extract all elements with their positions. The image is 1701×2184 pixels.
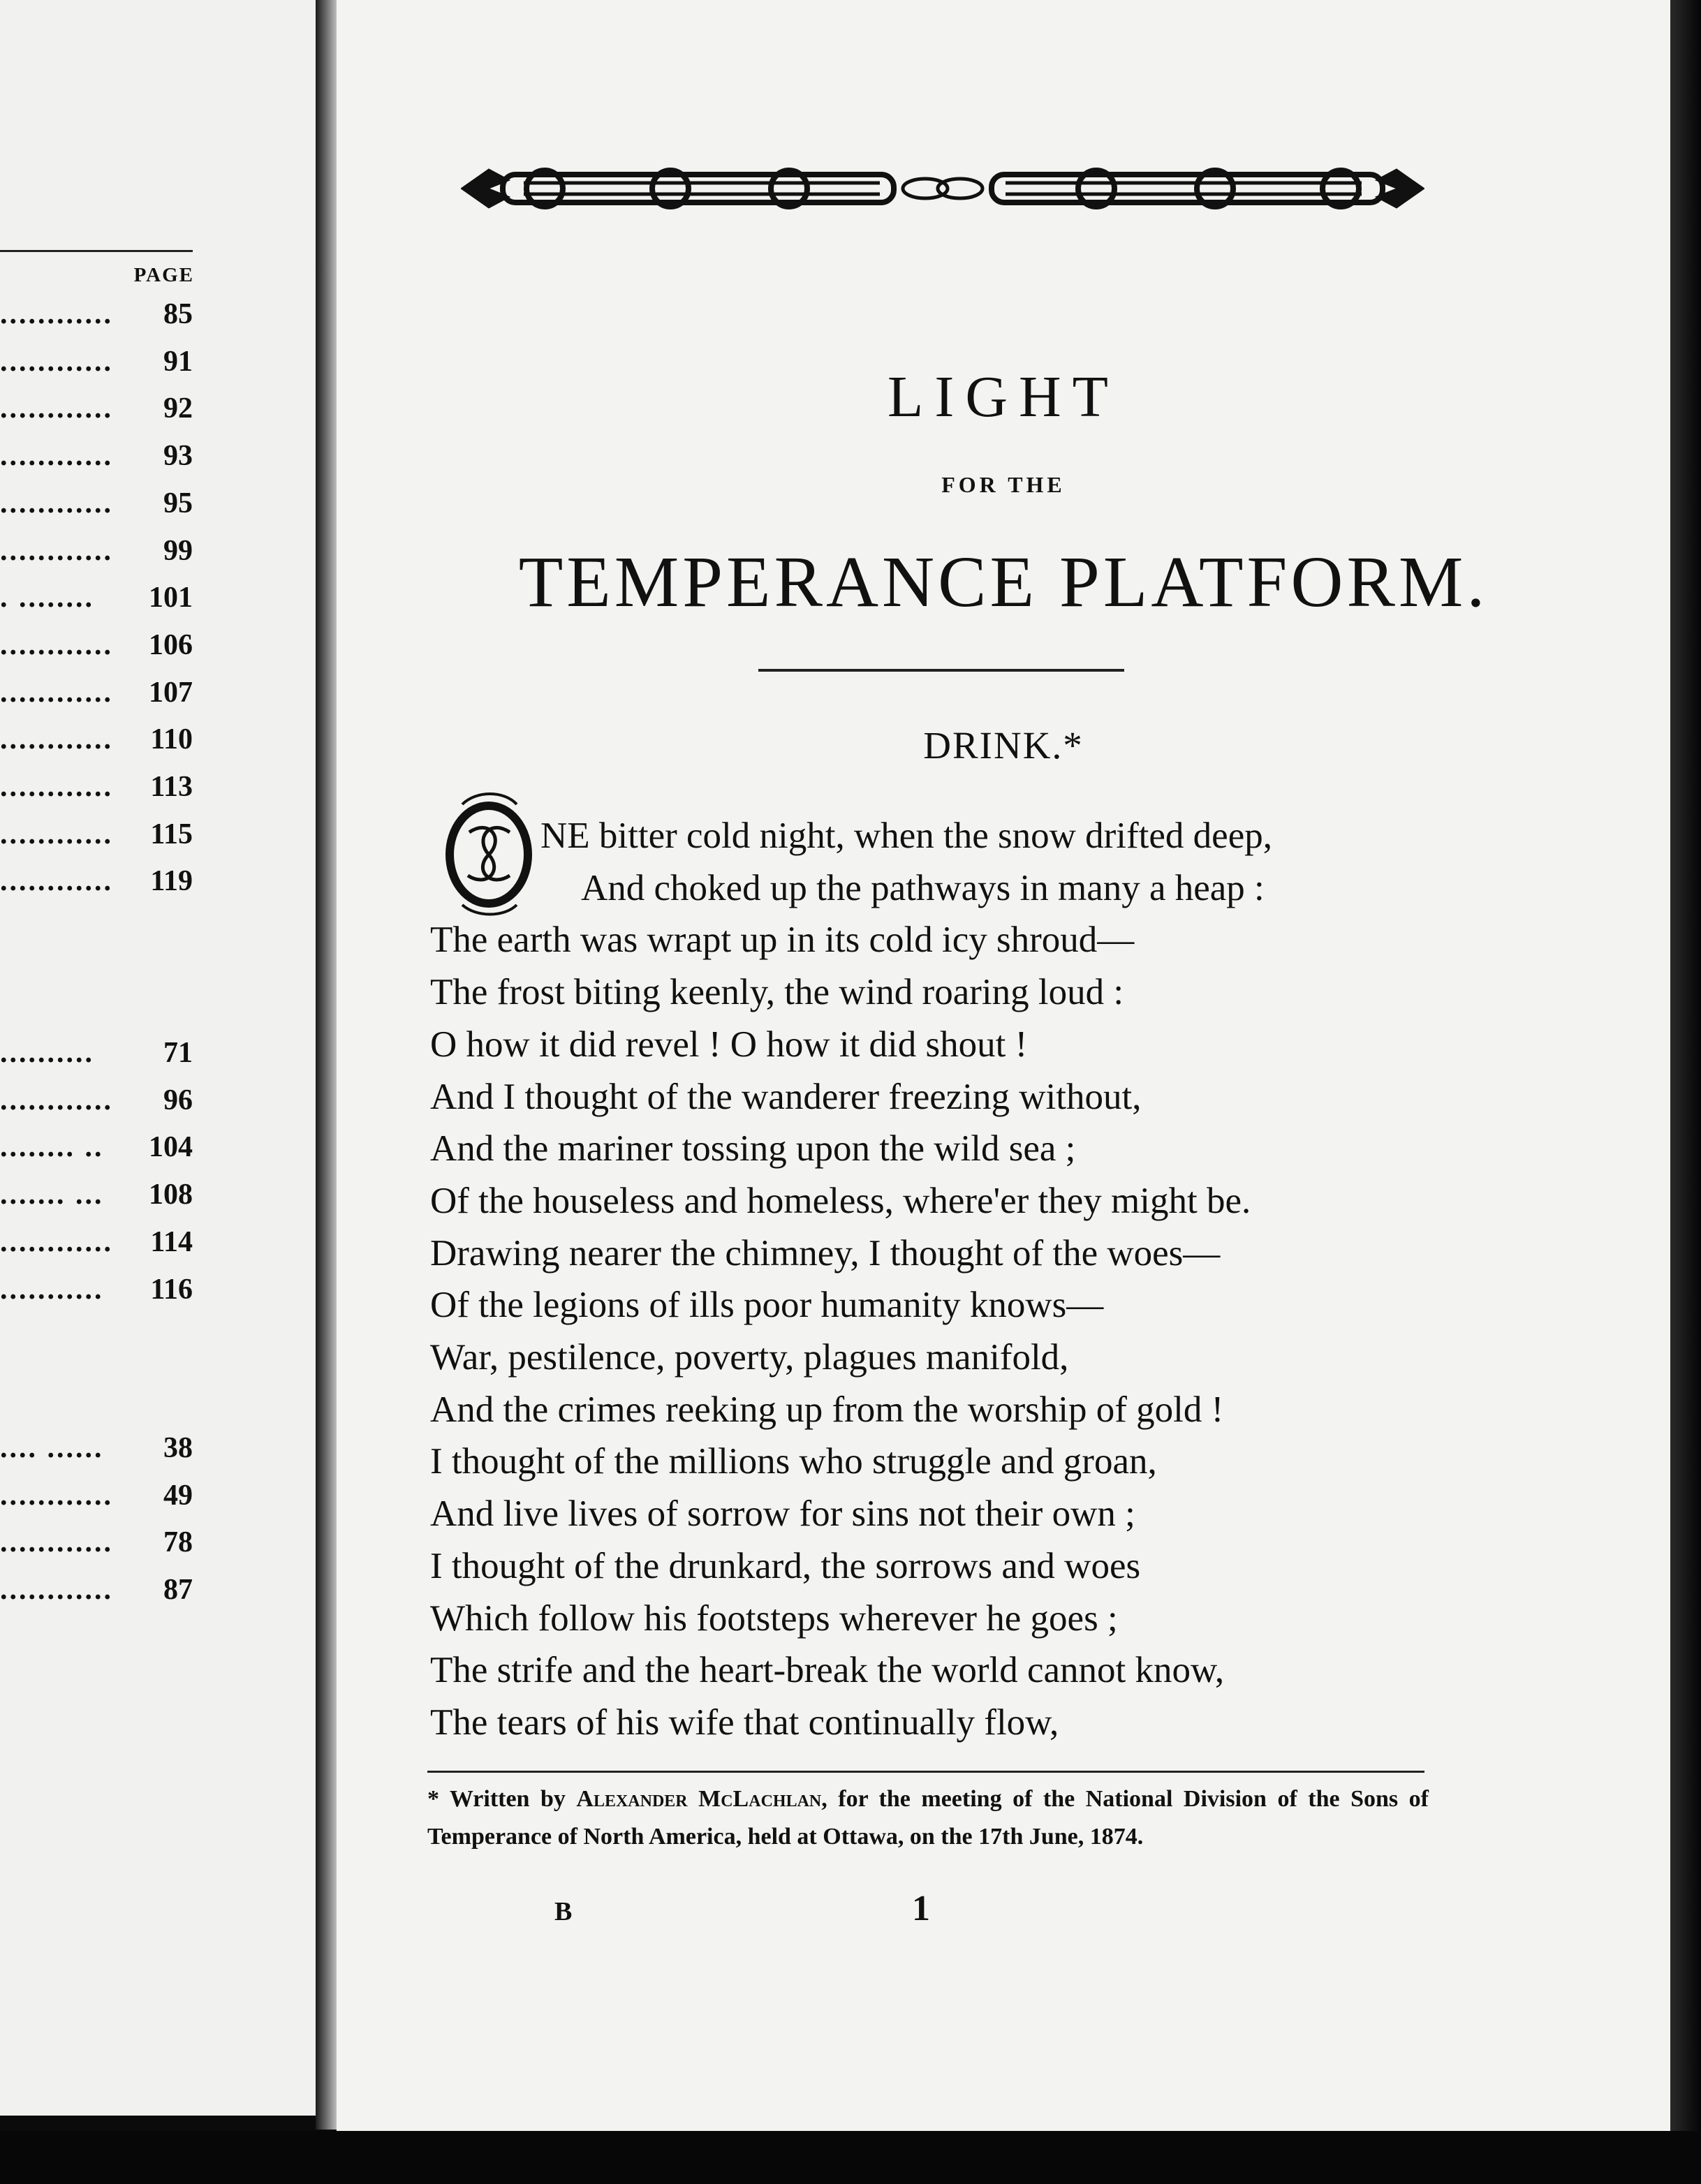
toc-entry	[0, 1035, 193, 1071]
poem-line: The tears of his wife that continually flow,	[430, 1702, 1059, 1743]
toc-page-number: 104	[149, 1131, 193, 1164]
poem-title: DRINK.*	[923, 724, 1084, 767]
toc-leader-dots: ........ ..	[0, 1131, 104, 1164]
toc-entry	[0, 1224, 193, 1260]
toc-leader-dots: ............	[0, 865, 113, 898]
poem-line: I thought of the millions who struggle and groan,	[430, 1441, 1157, 1482]
page-number: 1	[912, 1889, 930, 1928]
page-edge-right	[1670, 0, 1701, 2184]
decorative-headpiece-ornament	[461, 154, 1424, 223]
book-title-light: LIGHT	[888, 364, 1119, 429]
toc-page-header: PAGE	[133, 264, 194, 286]
toc-leader-dots: ............	[0, 1084, 113, 1116]
toc-page-number: 119	[150, 865, 193, 898]
toc-leader-dots: ...........	[0, 1273, 104, 1306]
toc-entry	[0, 863, 193, 899]
poem-line: Of the legions of ills poor humanity knows—	[430, 1285, 1104, 1326]
poem-line: And live lives of sorrow for sins not their own ;	[430, 1493, 1135, 1535]
footnote-prefix: * Written by	[427, 1786, 577, 1812]
poem-line: War, pestilence, poverty, plagues manifold,	[430, 1337, 1069, 1378]
toc-entry	[0, 816, 193, 853]
toc-entry	[0, 769, 193, 805]
toc-page-number: 99	[163, 534, 193, 567]
toc-page-number: 71	[163, 1037, 193, 1069]
toc-leader-dots: ............	[0, 392, 113, 425]
book-gutter	[316, 0, 337, 2130]
title-divider-rule	[758, 669, 1124, 672]
toc-entry	[0, 1430, 193, 1466]
toc-page-number: 110	[150, 723, 193, 756]
poem-line: Of the houseless and homeless, where'er they might be.	[430, 1180, 1251, 1221]
poem-line: The earth was wrapt up in its cold icy shroud—	[430, 920, 1135, 961]
toc-page-number: 49	[163, 1479, 193, 1512]
toc-leader-dots: ............	[0, 723, 113, 756]
toc-leader-dots: ............	[0, 1225, 113, 1258]
footnote-rule	[427, 1771, 1424, 1773]
toc-entry	[0, 1477, 193, 1514]
toc-page-number: 91	[163, 345, 193, 378]
toc-leader-dots: ............	[0, 818, 113, 850]
toc-leader-dots: ............	[0, 298, 113, 330]
toc-leader-dots: ............	[0, 1479, 113, 1512]
toc-entry	[0, 1176, 193, 1213]
poem-line: The frost biting keenly, the wind roaring loud :	[430, 972, 1124, 1013]
toc-leader-dots: ............	[0, 676, 113, 709]
toc-entry	[0, 438, 193, 474]
left-page-toc	[0, 0, 318, 2116]
toc-page-number: 92	[163, 392, 193, 425]
toc-entry	[0, 721, 193, 758]
toc-entry	[0, 485, 193, 522]
poem-line: And I thought of the wanderer freezing without,	[430, 1076, 1142, 1117]
toc-entry	[0, 1129, 193, 1165]
toc-leader-dots: ............	[0, 1526, 113, 1559]
footnote	[427, 1780, 1429, 1856]
toc-leader-dots: ............	[0, 440, 113, 473]
toc-page-number: 87	[163, 1574, 193, 1607]
toc-entry	[0, 1572, 193, 1608]
toc-leader-dots: ............	[0, 1574, 113, 1607]
footnote-text: , for the meeting of the National Division of the Sons of Temperance of North America, held at Ottawa, on the 17th June, 1874.	[427, 1786, 1429, 1850]
toc-leader-dots: ............	[0, 487, 113, 519]
toc-top-rule	[0, 250, 193, 252]
toc-leader-dots: ............	[0, 345, 113, 378]
toc-entry	[0, 296, 193, 332]
poem-line: And the crimes reeking up from the worship of gold !	[430, 1389, 1224, 1430]
toc-entry	[0, 1524, 193, 1560]
toc-entry	[0, 344, 193, 380]
toc-page-number: 96	[163, 1084, 193, 1116]
toc-page-number: 78	[163, 1526, 193, 1559]
toc-leader-dots: ............	[0, 534, 113, 567]
poem-line: Which follow his footsteps wherever he goes ;	[430, 1598, 1118, 1639]
ornamental-drop-cap	[434, 790, 546, 916]
toc-entry	[0, 580, 193, 616]
page-edge-bottom	[0, 2131, 1701, 2184]
poem-line: And choked up the pathways in many a heap :	[581, 867, 1265, 908]
toc-page-number: 108	[149, 1179, 193, 1211]
poem-line: Drawing nearer the chimney, I thought of the woes—	[430, 1232, 1221, 1274]
toc-page-number: 38	[163, 1432, 193, 1464]
toc-leader-dots: . ........	[0, 582, 94, 614]
toc-leader-dots: .... ......	[0, 1432, 104, 1464]
book-title-connector: FOR THE	[941, 472, 1066, 497]
toc-leader-dots: ............	[0, 628, 113, 661]
toc-page-number: 93	[163, 440, 193, 473]
svg-text:O: O	[434, 790, 435, 791]
toc-page-number: 85	[163, 298, 193, 330]
poem-line: O how it did revel ! O how it did shout !	[430, 1024, 1028, 1065]
toc-page-number: 101	[149, 582, 193, 614]
footnote-author: Alexander McLachlan	[576, 1786, 822, 1812]
toc-page-number: 115	[150, 818, 193, 850]
toc-page-number: 106	[149, 628, 193, 661]
toc-page-number: 107	[149, 676, 193, 709]
toc-page-number: 113	[150, 771, 193, 803]
toc-leader-dots: ............	[0, 771, 113, 803]
poem-line: I thought of the drunkard, the sorrows and woes	[430, 1545, 1141, 1586]
poem-line: NE bitter cold night, when the snow drifted deep,	[540, 816, 1272, 856]
toc-entry	[0, 1271, 193, 1308]
toc-entry	[0, 627, 193, 663]
book-title-main: TEMPERANCE PLATFORM.	[518, 542, 1489, 622]
toc-page-number: 114	[150, 1225, 193, 1258]
poem-line: And the mariner tossing upon the wild sea ;	[430, 1128, 1076, 1170]
signature-mark: B	[554, 1897, 573, 1926]
toc-page-number: 95	[163, 487, 193, 519]
toc-leader-dots: ....... ...	[0, 1179, 104, 1211]
toc-leader-dots: ..........	[0, 1037, 94, 1069]
toc-entry	[0, 390, 193, 427]
toc-entry	[0, 674, 193, 711]
poem-line: The strife and the heart-break the world cannot know,	[430, 1650, 1225, 1691]
toc-page-number: 116	[150, 1273, 193, 1306]
toc-entry	[0, 533, 193, 569]
toc-entry	[0, 1082, 193, 1119]
